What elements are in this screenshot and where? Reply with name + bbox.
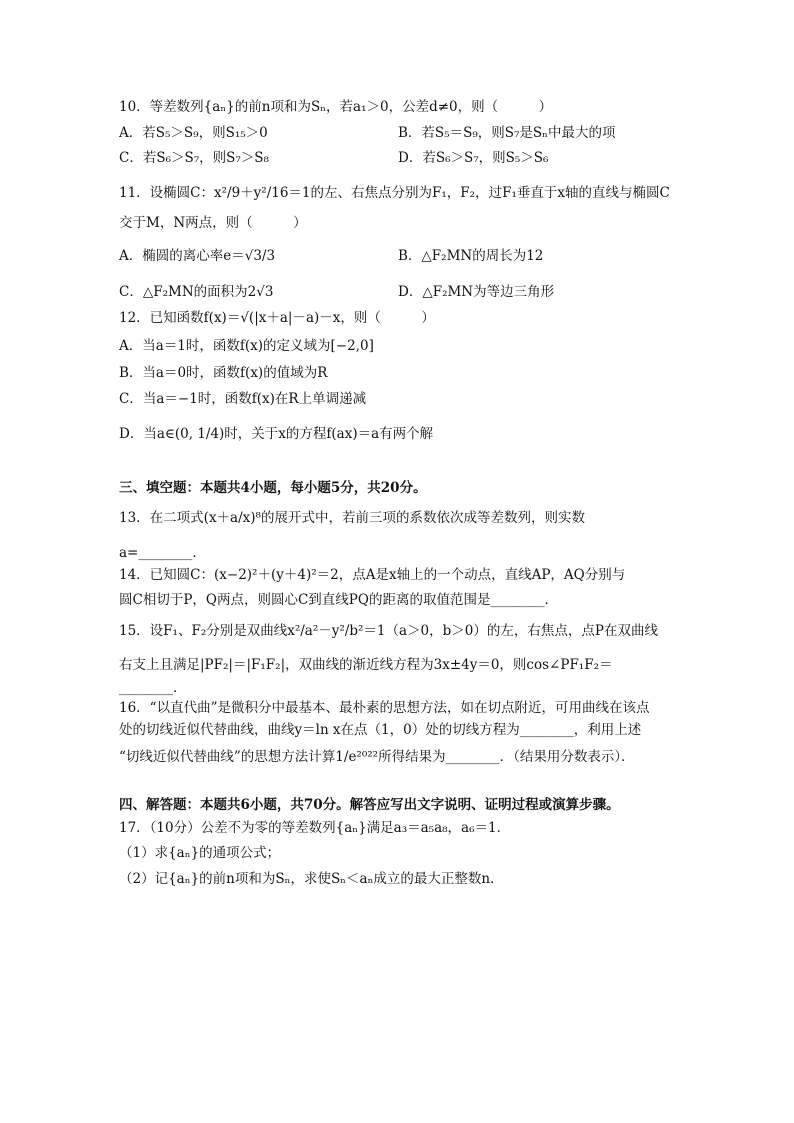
q17-part-1: （1）求{aₙ}的通项公式； (119, 845, 281, 861)
q11-option-b: B．△F₂MN的周长为12 (398, 248, 544, 264)
q11-stem-line1: 11．设椭圆C：x²/9＋y²/16＝1的左、右焦点分别为F₁，F₂，过F₁垂直于x轴的直线与椭圆C (119, 185, 670, 201)
q14-stem-line2: 圆C相切于P，Q两点，则圆心C到直线PQ的距离的取值范围是________． (119, 592, 558, 608)
q12-option-b: B．当a＝0时，函数f(x)的值域为R (119, 365, 328, 381)
q17-stem: 17．（10分）公差不为零的等差数列{aₙ}满足a₃＝a₅a₈，a₆＝1． (119, 820, 511, 836)
q12-option-a: A．当a＝1时，函数f(x)的定义域为[−2,0] (119, 338, 374, 354)
q15-stem-line2: 右支上且满足|PF₂|＝|F₁F₂|，双曲线的渐近线方程为3x±4y＝0，则cos∠PF₁F₂＝ (119, 657, 613, 673)
q10-stem: 10．等差数列{aₙ}的前n项和为Sₙ，若a₁＞0，公差d≠0，则（ ） (119, 99, 553, 115)
q14-stem-line1: 14．已知圆C：(x−2)²＋(y＋4)²＝2，点A是x轴上的一个动点，直线AP，AQ分别与 (119, 567, 626, 583)
q10-option-b: B．若S₅＝S₉，则S₇是Sₙ中最大的项 (398, 125, 616, 141)
q11-option-c: C．△F₂MN的面积为2√3 (119, 284, 274, 300)
section-3-heading: 三、填空题：本题共4小题，每小题5分，共20分。 (119, 480, 427, 496)
q15-stem-line1: 15．设F₁、F₂分别是双曲线x²/a²－y²/b²＝1（a＞0，b＞0）的左，右焦点，点P在双曲线 (119, 623, 658, 639)
q10-option-c: C．若S₆＞S₇，则S₇＞S₈ (119, 150, 269, 166)
section-4-heading: 四、解答题：本题共6小题，共70分。解答应写出文字说明、证明过程或演算步骤。 (119, 797, 620, 813)
q11-option-d: D．△F₂MN为等边三角形 (398, 284, 555, 300)
q13-stem-line1: 13．在二项式(x＋a/x)⁸的展开式中，若前三项的系数依次成等差数列，则实数 (119, 510, 585, 526)
q11-stem-line2: 交于M，N两点，则（ ） (119, 215, 307, 231)
q16-stem-line3: “切线近似代替曲线”的思想方法计算1/e²⁰²²所得结果为________．（结果用分数表示）． (119, 749, 635, 765)
q15-stem-line3: ________． (119, 680, 187, 696)
q12-option-c: C．当a＝−1时，函数f(x)在R上单调递减 (119, 391, 367, 407)
q12-stem: 12．已知函数f(x)＝√(|x＋a|－a)－x，则（ ） (119, 310, 435, 326)
q13-stem-line2: a=________． (119, 545, 206, 561)
q17-part-2: （2）记{aₙ}的前n项和为Sₙ，求使Sₙ＜aₙ成立的最大正整数n． (119, 871, 504, 887)
q11-option-a: A．椭圆的离心率e＝√3/3 (119, 248, 276, 264)
q16-stem-line1: 16．“以直代曲”是微积分中最基本、最朴素的思想方法，如在切点附近，可用曲线在该点 (119, 700, 650, 716)
q10-option-a: A．若S₅＞S₉，则S₁₅＞0 (119, 125, 268, 141)
q16-stem-line2: 处的切线近似代替曲线，曲线y＝ln x在点（1，0）处的切线方程为________，利用上述 (119, 722, 642, 738)
q10-option-d: D．若S₆＞S₇，则S₅＞S₆ (398, 150, 549, 166)
q12-option-d: D．当a∈(0, 1/4)时，关于x的方程f(ax)＝a有两个解 (119, 426, 434, 442)
